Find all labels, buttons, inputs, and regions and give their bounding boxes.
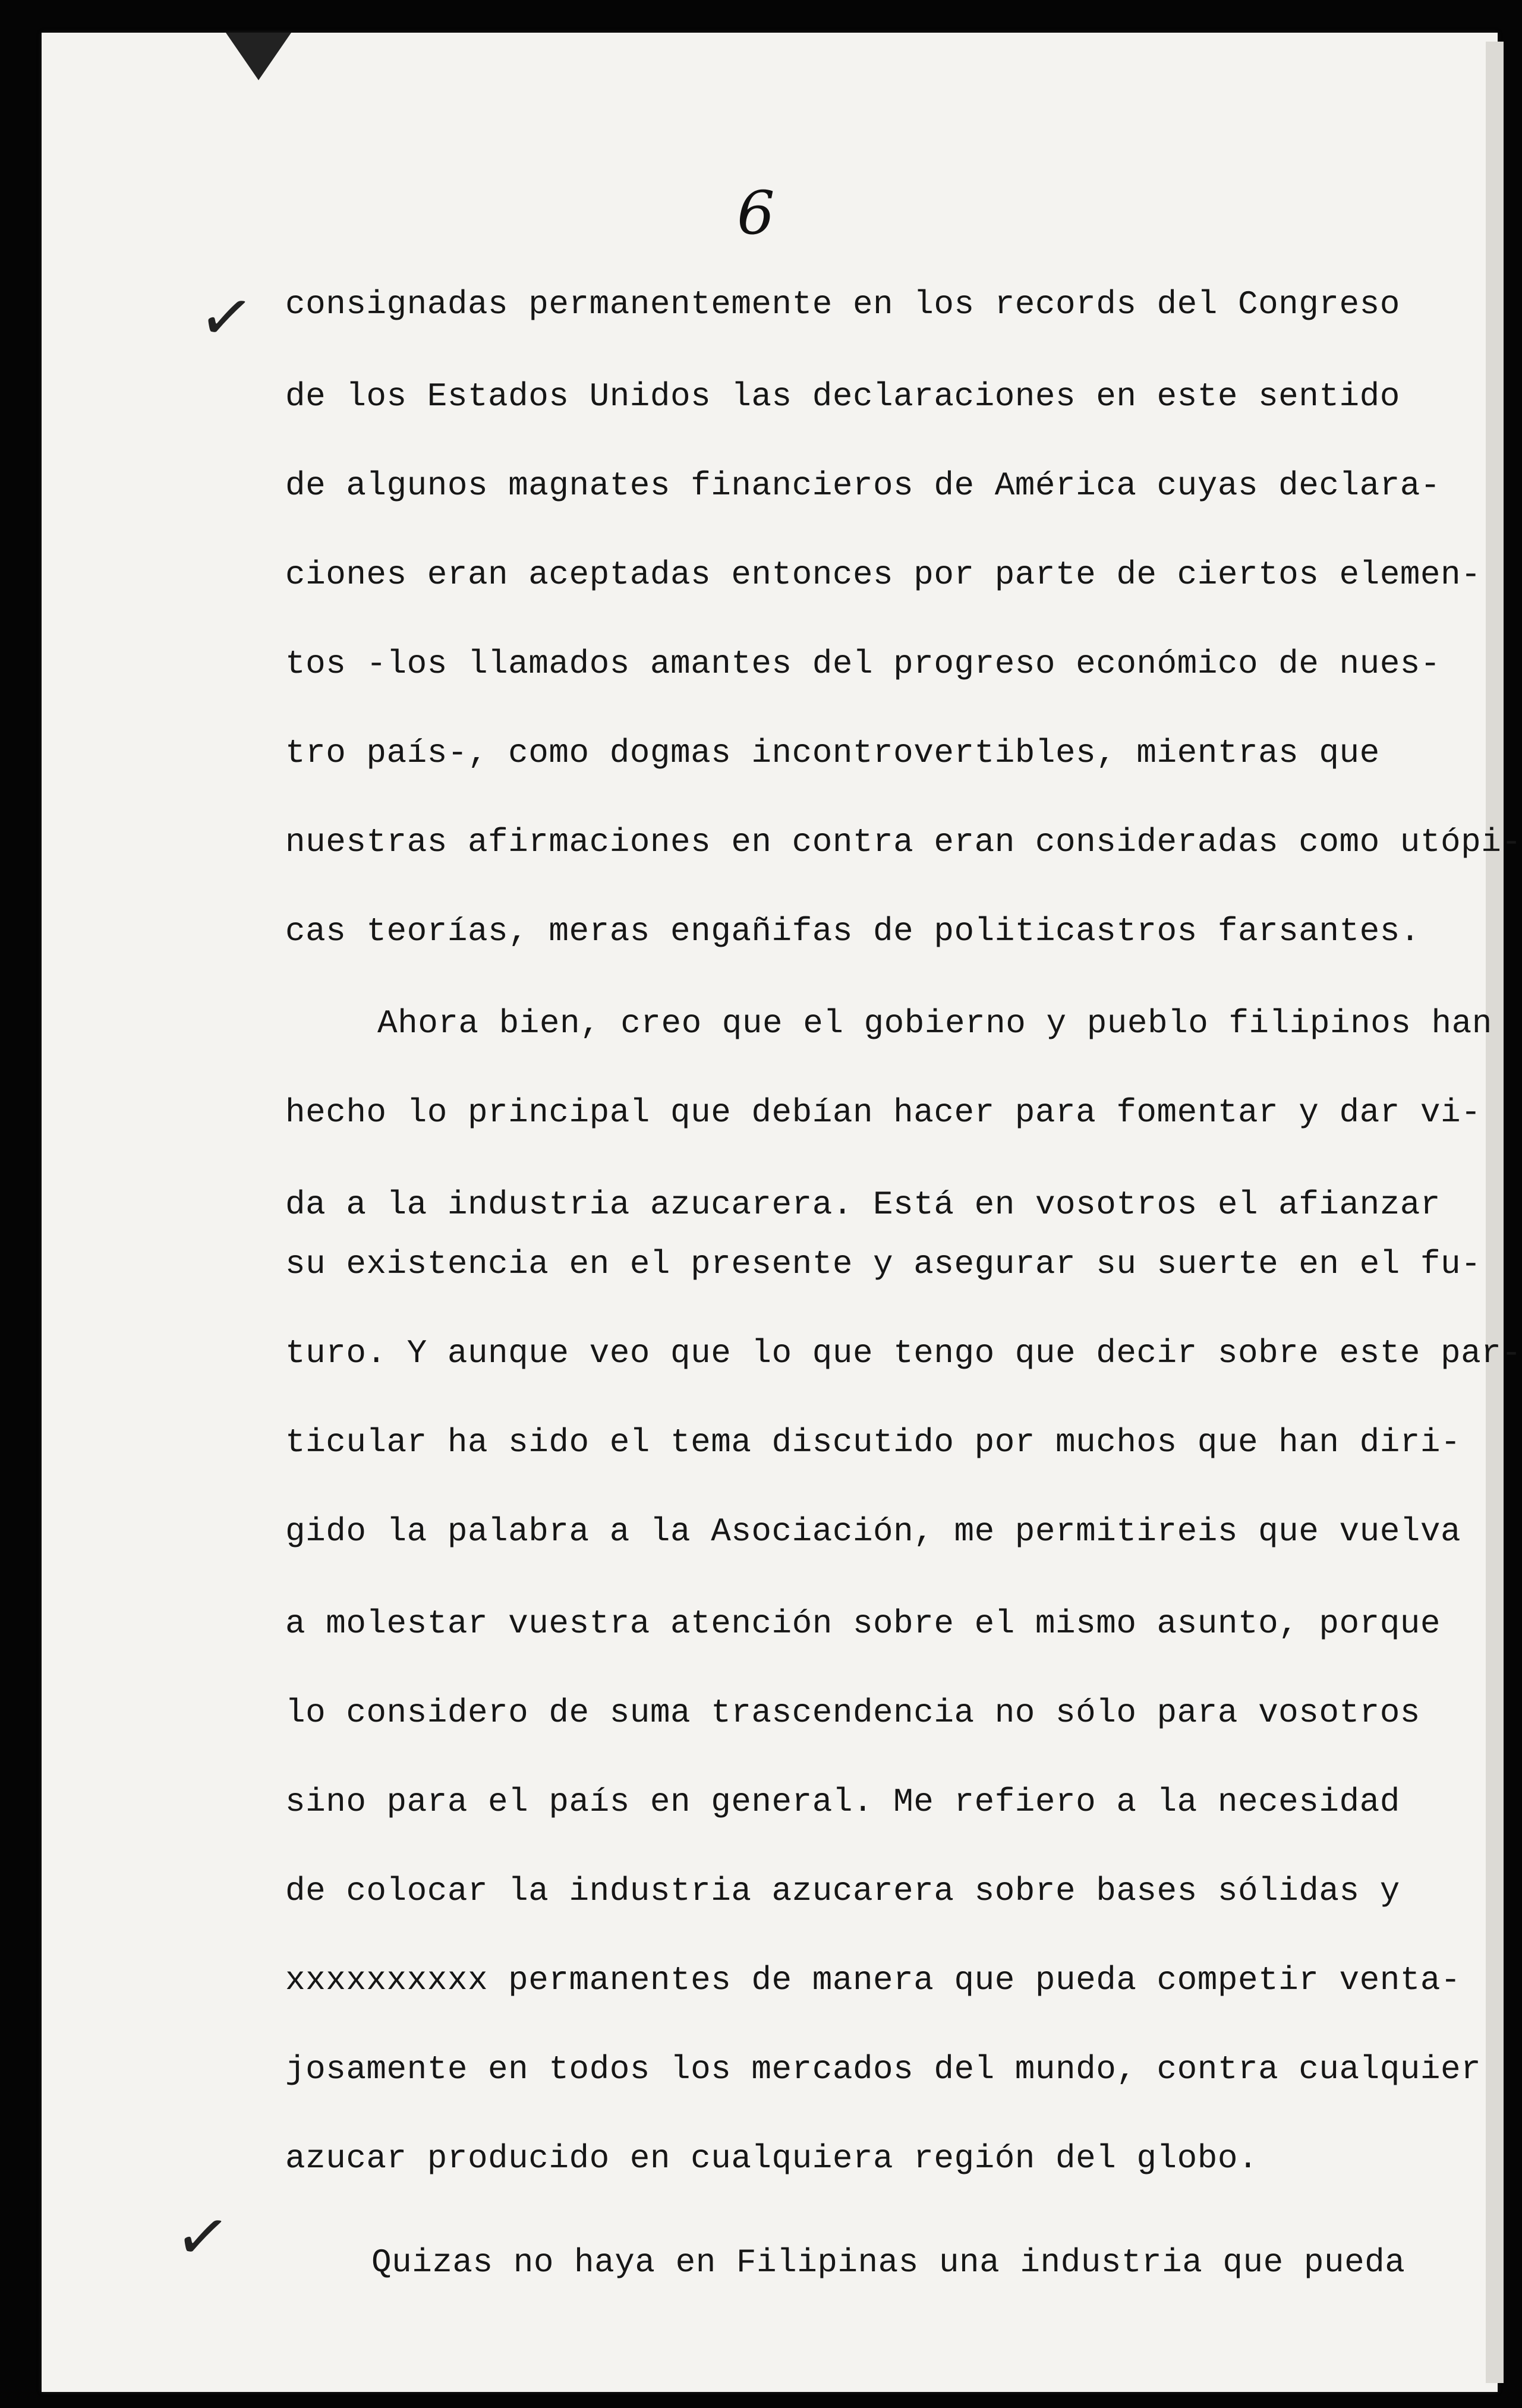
- text-line: de los Estados Unidos las declaraciones en este sentido: [285, 377, 1400, 415]
- text-line: nuestras afirmaciones en contra eran consideradas como utópi-: [285, 823, 1522, 861]
- text-line: hecho lo principal que debían hacer para fomentar y dar vi-: [285, 1093, 1482, 1131]
- text-line: azucar producido en cualquiera región del globo.: [285, 2139, 1259, 2177]
- text-line: ciones eran aceptadas entonces por parte de ciertos elemen-: [285, 556, 1482, 594]
- text-line: ticular ha sido el tema discutido por muchos que han diri-: [285, 1423, 1461, 1461]
- text-line: tos -los llamados amantes del progreso económico de nues-: [285, 645, 1441, 683]
- text-line: xxxxxxxxxx permanentes de manera que pueda competir venta-: [285, 1961, 1461, 1999]
- paragraph-start: Ahora bien, creo que el gobierno y pueblo filipinos han: [377, 1004, 1492, 1042]
- text-line: josamente en todos los mercados del mundo, contra cualquier: [285, 2050, 1482, 2088]
- text-line: sino para el país en general. Me refiero a la necesidad: [285, 1783, 1400, 1821]
- paragraph-start: Quizas no haya en Filipinas una industria que pueda: [371, 2243, 1406, 2281]
- text-line: tro país-, como dogmas incontrovertibles, mientras que: [285, 734, 1380, 772]
- text-line: cas teorías, meras engañifas de politicastros farsantes.: [285, 912, 1420, 950]
- text-line: a molestar vuestra atención sobre el mismo asunto, porque: [285, 1605, 1441, 1643]
- check-mark-icon: ✓: [170, 2195, 235, 2278]
- text-line: su existencia en el presente y asegurar su suerte en el fu-: [285, 1245, 1482, 1283]
- text-line: lo considero de suma trascendencia no sólo para vosotros: [285, 1694, 1420, 1732]
- text-line: da a la industria azucarera. Está en vosotros el afianzar: [285, 1186, 1441, 1224]
- page-number: 6: [737, 178, 775, 248]
- text-line: consignadas permanentemente en los records del Congreso: [285, 285, 1400, 323]
- text-line: gido la palabra a la Asociación, me permitireis que vuelva: [285, 1512, 1461, 1550]
- page-edge: [1486, 42, 1504, 2383]
- text-line: turo. Y aunque veo que lo que tengo que decir sobre este par-: [285, 1334, 1522, 1372]
- fold-mark: [226, 33, 291, 80]
- text-line: de colocar la industria azucarera sobre bases sólidas y: [285, 1872, 1400, 1910]
- check-mark-icon: ✓: [194, 276, 259, 359]
- text-line: de algunos magnates financieros de América cuyas declara-: [285, 467, 1441, 505]
